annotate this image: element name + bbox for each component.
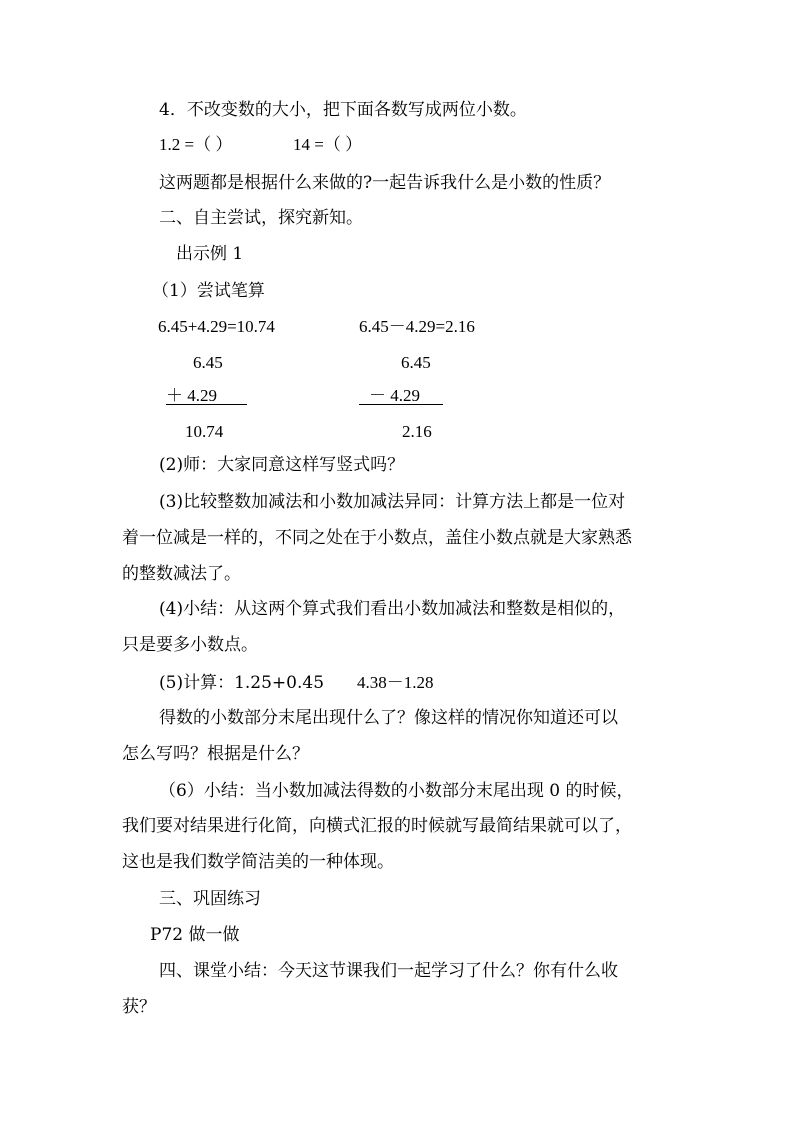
step5-label: (5)计算：1.25+0.45: [159, 673, 325, 693]
subtraction-vertical-bottom: － 4.29: [369, 386, 420, 405]
section4-title: 4．不改变数的大小，把下面各数写成两位小数。: [159, 100, 527, 120]
part3-heading: 三、巩固练习: [159, 889, 261, 909]
section4-question2: 14 =（ ）: [293, 135, 363, 154]
step5-expression2: 4.38－1.28: [357, 673, 434, 692]
step5-question-line1: 得数的小数部分末尾出现什么了？像这样的情况你知道还可以: [159, 708, 618, 728]
addition-vertical-bottom: ＋ 4.29: [166, 386, 217, 405]
part2-heading: 二、自主尝试，探究新知。: [159, 208, 363, 228]
addition-vertical-result: 10.74: [185, 422, 224, 441]
step3-line2: 着一位减是一样的，不同之处在于小数点，盖住小数点就是大家熟悉: [122, 528, 632, 548]
example-label: 出示例 1: [176, 244, 244, 264]
step3-line1: (3)比较整数加减法和小数加减法异同：计算方法上都是一位对: [159, 492, 626, 512]
step1-label: （1）尝试笔算: [152, 281, 265, 301]
part4-line1: 四、课堂小结：今天这节课我们一起学习了什么？你有什么收: [159, 961, 618, 981]
addition-equation: 6.45+4.29=10.74: [158, 317, 275, 336]
part3-item: P72 做一做: [150, 925, 240, 945]
part4-line2: 获？: [122, 997, 156, 1017]
addition-vertical-rule: [166, 404, 247, 405]
step6-line1: （6）小结：当小数加减法得数的小数部分末尾出现 0 的时候，: [159, 781, 634, 801]
section4-prompt: 这两题都是根据什么来做的?一起告诉我什么是小数的性质？: [159, 173, 611, 193]
step3-line3: 的整数减法了。: [122, 564, 241, 584]
step6-line2: 我们要对结果进行化简，向横式汇报的时候就写最简结果就可以了，: [122, 816, 632, 836]
step5-question-line2: 怎么写吗？根据是什么？: [122, 744, 309, 764]
subtraction-vertical-rule: [359, 404, 443, 405]
section4-question1: 1.2 =（ ）: [159, 135, 233, 154]
step4-line2: 只是要多小数点。: [122, 635, 258, 655]
subtraction-vertical-top: 6.45: [401, 353, 431, 372]
subtraction-vertical-result: 2.16: [402, 422, 432, 441]
step2-text: (2)师：大家同意这样写竖式吗？: [159, 455, 405, 475]
step6-line3: 这也是我们数学简洁美的一种体现。: [122, 852, 394, 872]
step4-line1: (4)小结：从这两个算式我们看出小数加减法和整数是相似的，: [159, 599, 626, 619]
addition-vertical-top: 6.45: [193, 353, 223, 372]
subtraction-equation: 6.45－4.29=2.16: [359, 317, 475, 336]
